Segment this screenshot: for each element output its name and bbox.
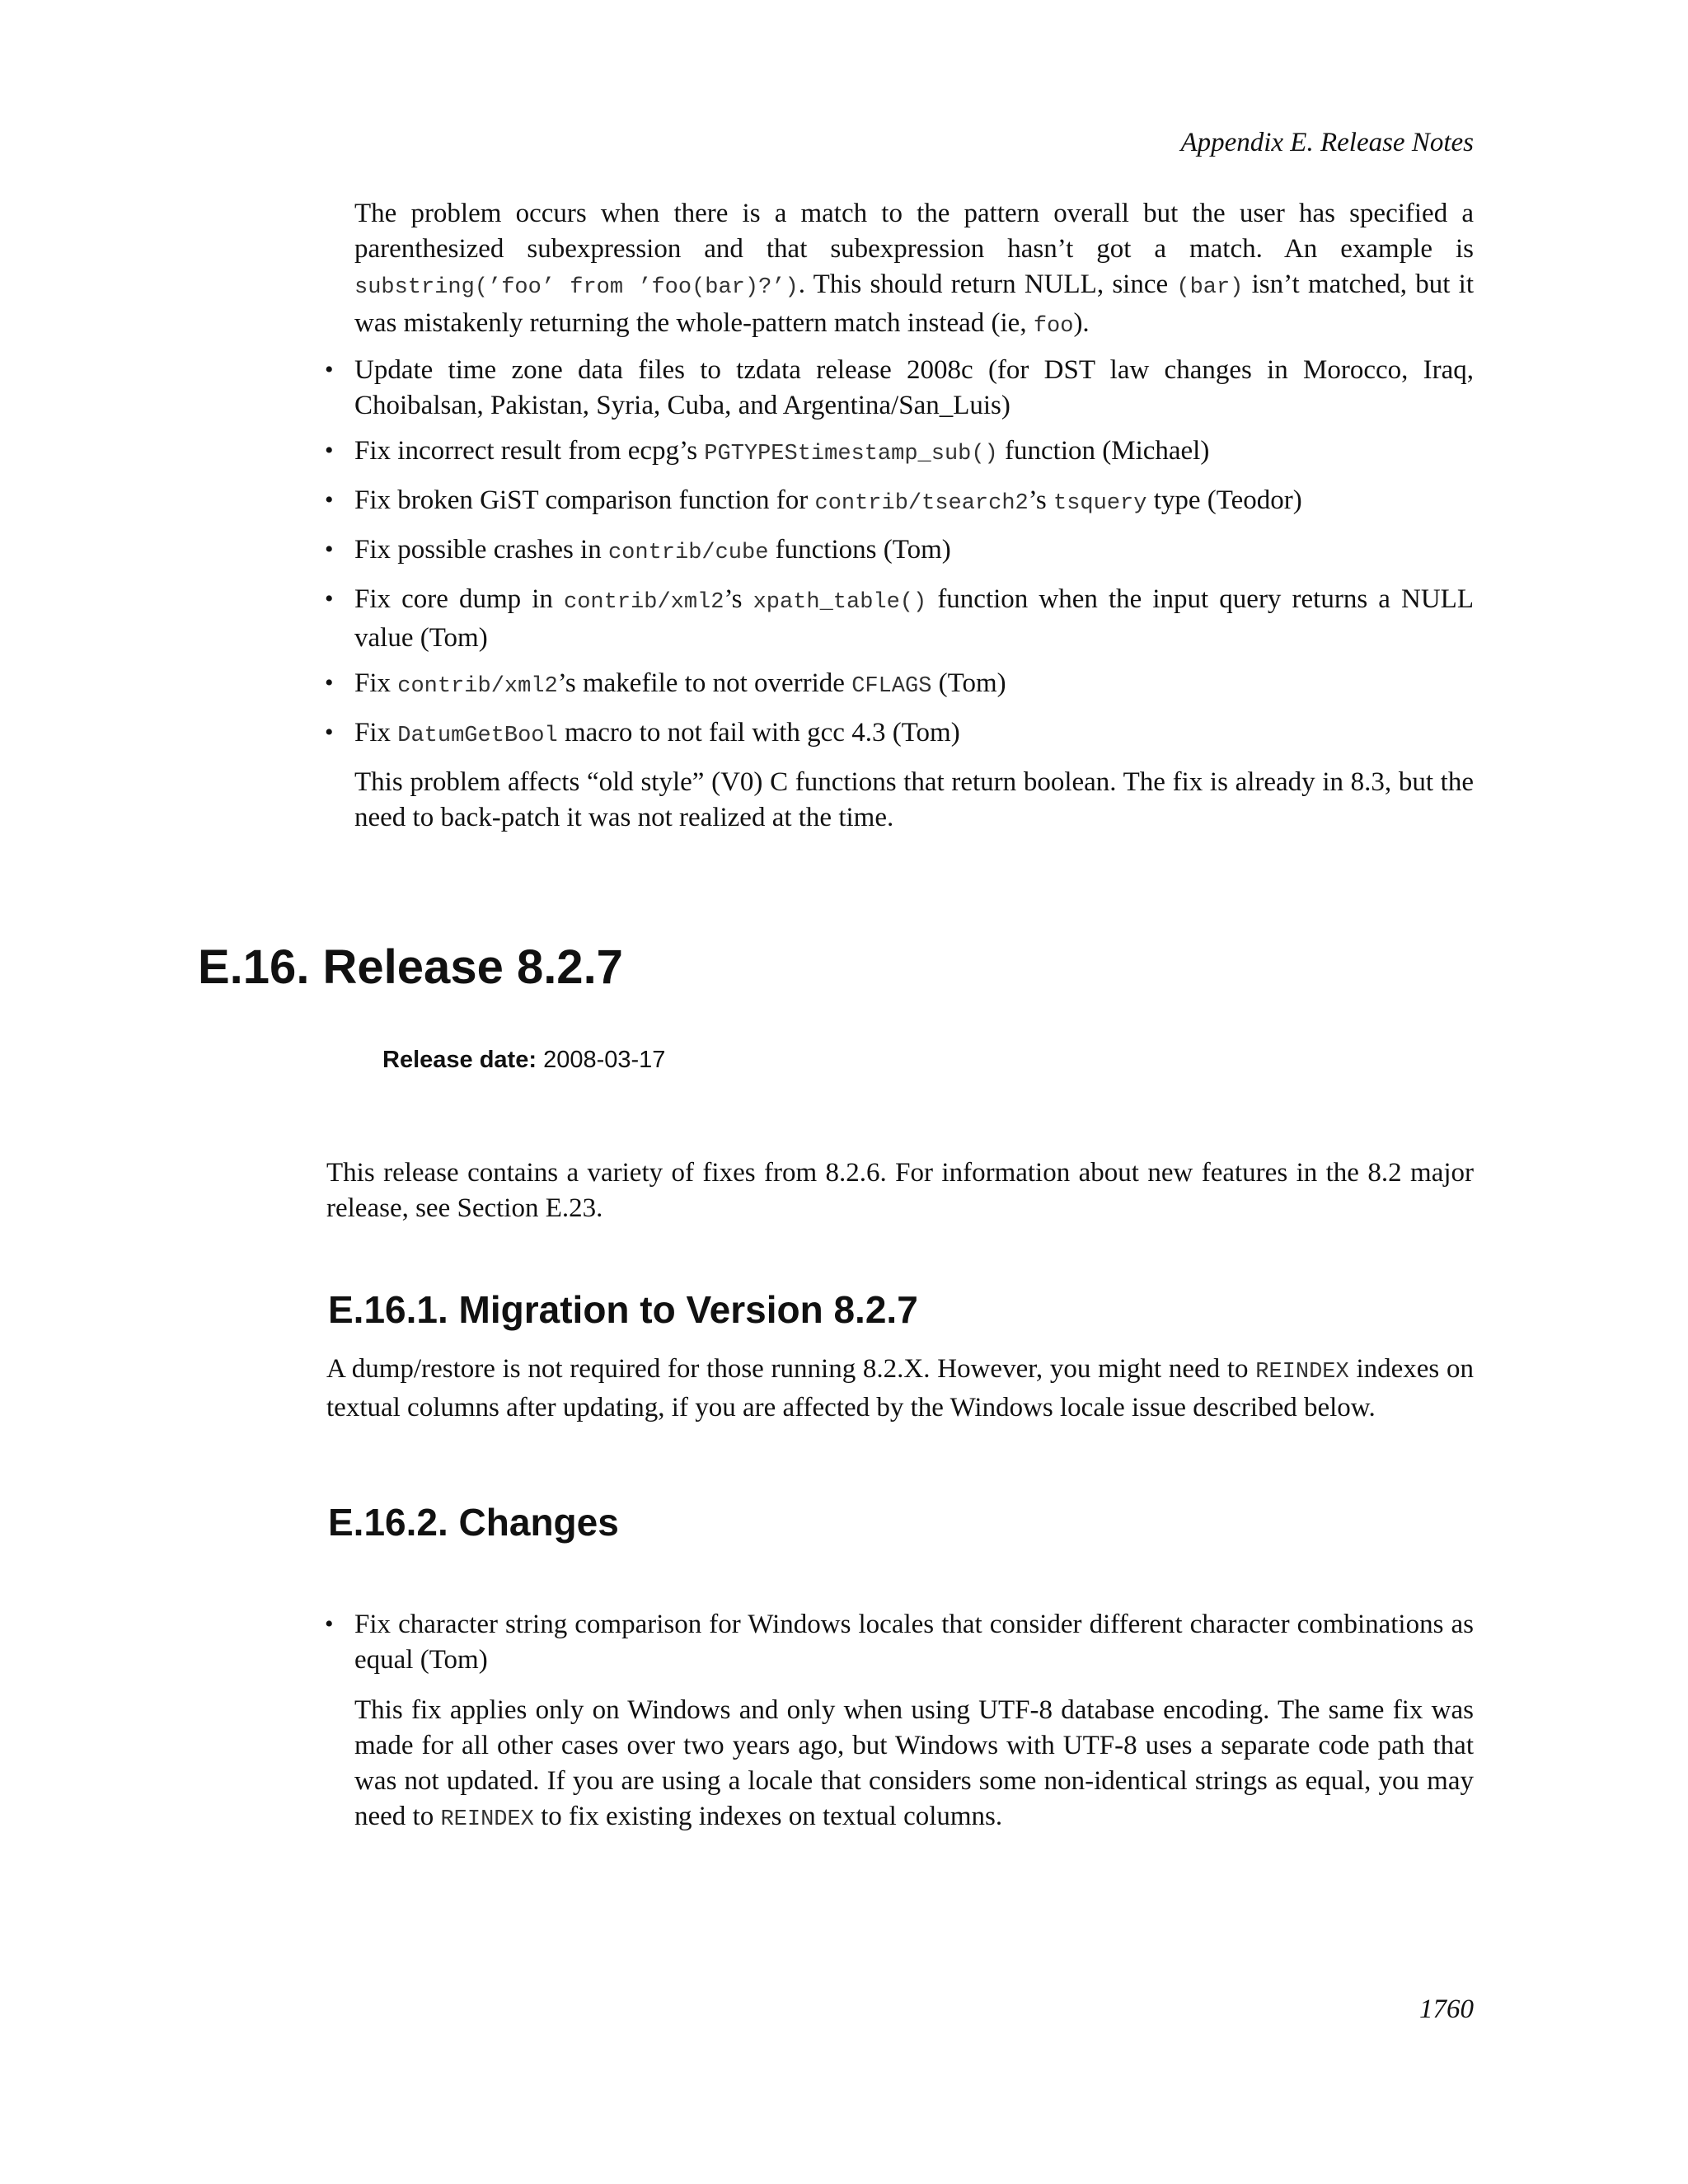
- bullet-marker: •: [325, 486, 334, 513]
- page-number: 1760: [1419, 1994, 1474, 2024]
- code-snippet: PGTYPEStimestamp_sub(): [704, 442, 998, 466]
- code-snippet: CFLAGS: [851, 674, 932, 699]
- bullet-marker: •: [325, 719, 334, 746]
- bullet-marker: •: [325, 356, 334, 383]
- list-item: Fix possible crashes in contrib/cube functions (Tom): [354, 535, 951, 565]
- bullet-marker: •: [325, 669, 334, 696]
- note-paragraph: This problem affects “old style” (V0) C functions that return boolean. The fix is already in 8.3, but the need to back-patch it was not realized at the time.: [354, 767, 1474, 832]
- list-item: Fix DatumGetBool macro to not fail with gcc 4.3 (Tom): [354, 718, 960, 748]
- bullet-marker: •: [325, 536, 334, 563]
- code-snippet: REINDEX: [1255, 1360, 1349, 1385]
- bullet-marker: •: [325, 1610, 334, 1638]
- bullet-marker: •: [325, 437, 334, 464]
- code-snippet: contrib/xml2: [564, 590, 724, 615]
- bullet-marker: •: [325, 585, 334, 612]
- list-item: Fix broken GiST comparison function for contrib/tsearch2’s tsquery type (Teodor): [354, 485, 1302, 516]
- code-snippet: REINDEX: [440, 1807, 534, 1832]
- subsection-title-migration: E.16.1. Migration to Version 8.2.7: [328, 1288, 918, 1331]
- list-item: Fix character string comparison for Windows locales that consider different character combinations as equal (Tom): [354, 1610, 1474, 1675]
- code-snippet: tsquery: [1053, 491, 1147, 516]
- migration-paragraph: A dump/restore is not required for those running 8.2.X. However, you might need to REINDEX indexes on textual columns after updating, if you are affected by the Windows locale issue described below.: [326, 1354, 1474, 1422]
- running-header: Appendix E. Release Notes: [1180, 128, 1474, 157]
- list-item: Fix incorrect result from ecpg’s PGTYPEStimestamp_sub() function (Michael): [354, 436, 1210, 466]
- code-snippet: contrib/tsearch2: [814, 491, 1029, 516]
- code-snippet: xpath_table(): [753, 590, 927, 615]
- code-snippet: contrib/cube: [607, 541, 769, 565]
- subsection-title-changes: E.16.2. Changes: [328, 1501, 619, 1544]
- list-item: Fix contrib/xml2’s makefile to not override CFLAGS (Tom): [354, 668, 1006, 699]
- changes-paragraph: This fix applies only on Windows and only when using UTF-8 database encoding. The same fix was made for all other cases over two years ago, but Windows with UTF-8 uses a separate code path that was not updated. If you are using a locale that considers some non-identical strings as equal, you may need to REINDEX to fix existing indexes on textual columns.: [354, 1695, 1474, 1832]
- code-snippet: contrib/xml2: [397, 674, 558, 699]
- code-snippet: foo: [1033, 314, 1074, 339]
- continued-paragraph: The problem occurs when there is a match to the pattern overall but the user has specified a parenthesized subexpression and that subexpression hasn’t got a match. An example is substring(’foo’ from ’foo(bar)?’). This should return NULL, since (bar) isn’t matched, but it was mistakenly returning the whole-pattern match instead (ie, foo).: [354, 199, 1475, 339]
- section-title: E.16. Release 8.2.7: [198, 940, 623, 994]
- section-intro: This release contains a variety of fixes from 8.2.6. For information about new features in the 8.2 major release, see Section E.23.: [326, 1158, 1474, 1223]
- code-snippet: substring(’foo’ from ’foo(bar)?’): [354, 275, 799, 300]
- list-item: Update time zone data files to tzdata release 2008c (for DST law changes in Morocco, Iraq, Choibalsan, Pakistan, Syria, Cuba, and Argentina/San_Luis): [354, 355, 1474, 420]
- code-snippet: DatumGetBool: [397, 724, 558, 748]
- code-snippet: (bar): [1176, 275, 1244, 300]
- release-date: [382, 1047, 665, 1074]
- list-item: Fix core dump in contrib/xml2’s xpath_table() function when the input query returns a NULL value (Tom): [354, 584, 1474, 653]
- release-date-value: 2008-03-17: [543, 1047, 666, 1073]
- release-date-label: Release date:: [382, 1047, 537, 1073]
